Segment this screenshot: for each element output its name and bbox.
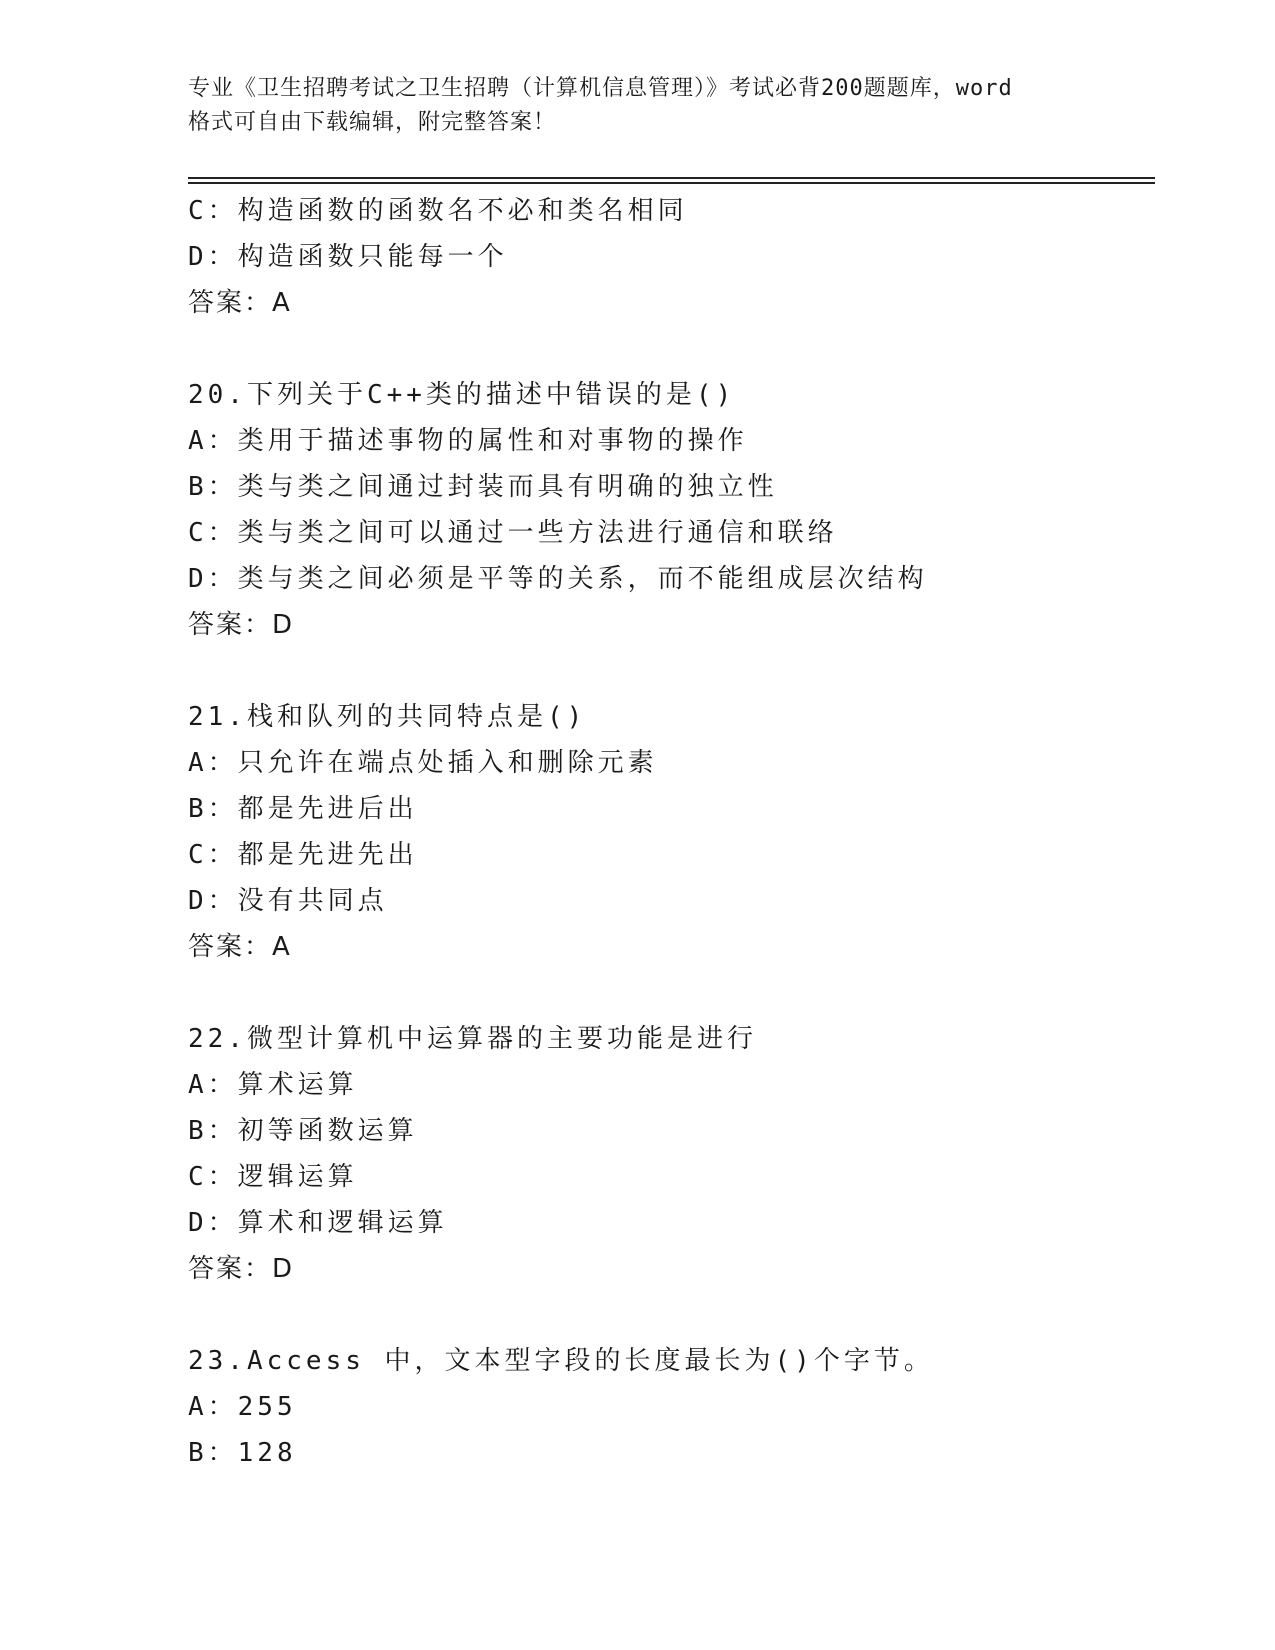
answer: 答案：A bbox=[188, 288, 292, 318]
question-stem: 21.栈和队列的共同特点是() bbox=[188, 702, 587, 732]
header-rule-top bbox=[188, 177, 1155, 179]
spacer bbox=[188, 970, 1148, 1016]
question-stem: 20.下列关于C++类的描述中错误的是() bbox=[188, 380, 736, 410]
question-stem: 23.Access 中，文本型字段的长度最长为()个字节。 bbox=[188, 1346, 934, 1376]
option-c: C：逻辑运算 bbox=[188, 1162, 358, 1192]
spacer bbox=[188, 326, 1148, 372]
option-d: D：类与类之间必须是平等的关系，而不能组成层次结构 bbox=[188, 564, 928, 594]
header-line-1: 专业《卫生招聘考试之卫生招聘（计算机信息管理）》考试必背200题题库，word bbox=[188, 76, 1013, 101]
answer: 答案：D bbox=[188, 610, 295, 640]
answer: 答案：D bbox=[188, 1254, 295, 1284]
question-stem: 22.微型计算机中运算器的主要功能是进行 bbox=[188, 1024, 757, 1054]
answer: 答案：A bbox=[188, 932, 292, 962]
option-a: A：类用于描述事物的属性和对事物的操作 bbox=[188, 426, 748, 456]
option-b: B：初等函数运算 bbox=[188, 1116, 418, 1146]
spacer bbox=[188, 648, 1148, 694]
header-line-2: 格式可自由下载编辑，附完整答案！ bbox=[188, 110, 557, 135]
option-d: D：算术和逻辑运算 bbox=[188, 1208, 448, 1238]
option-a: A：算术运算 bbox=[188, 1070, 358, 1100]
option-b: B：都是先进后出 bbox=[188, 794, 418, 824]
option-b: B：128 bbox=[188, 1438, 297, 1468]
option-c: C：构造函数的函数名不必和类名相同 bbox=[188, 196, 688, 226]
option-b: B：类与类之间通过封装而具有明确的独立性 bbox=[188, 472, 778, 502]
document-header bbox=[188, 72, 1088, 140]
document-body bbox=[188, 188, 1148, 1476]
option-a: A：只允许在端点处插入和删除元素 bbox=[188, 748, 658, 778]
option-c: C：都是先进先出 bbox=[188, 840, 418, 870]
option-c: C：类与类之间可以通过一些方法进行通信和联络 bbox=[188, 518, 838, 548]
option-d: D：构造函数只能每一个 bbox=[188, 242, 508, 272]
option-a: A：255 bbox=[188, 1392, 297, 1422]
spacer bbox=[188, 1292, 1148, 1338]
option-d: D：没有共同点 bbox=[188, 886, 388, 916]
header-rule-bottom bbox=[188, 182, 1155, 184]
